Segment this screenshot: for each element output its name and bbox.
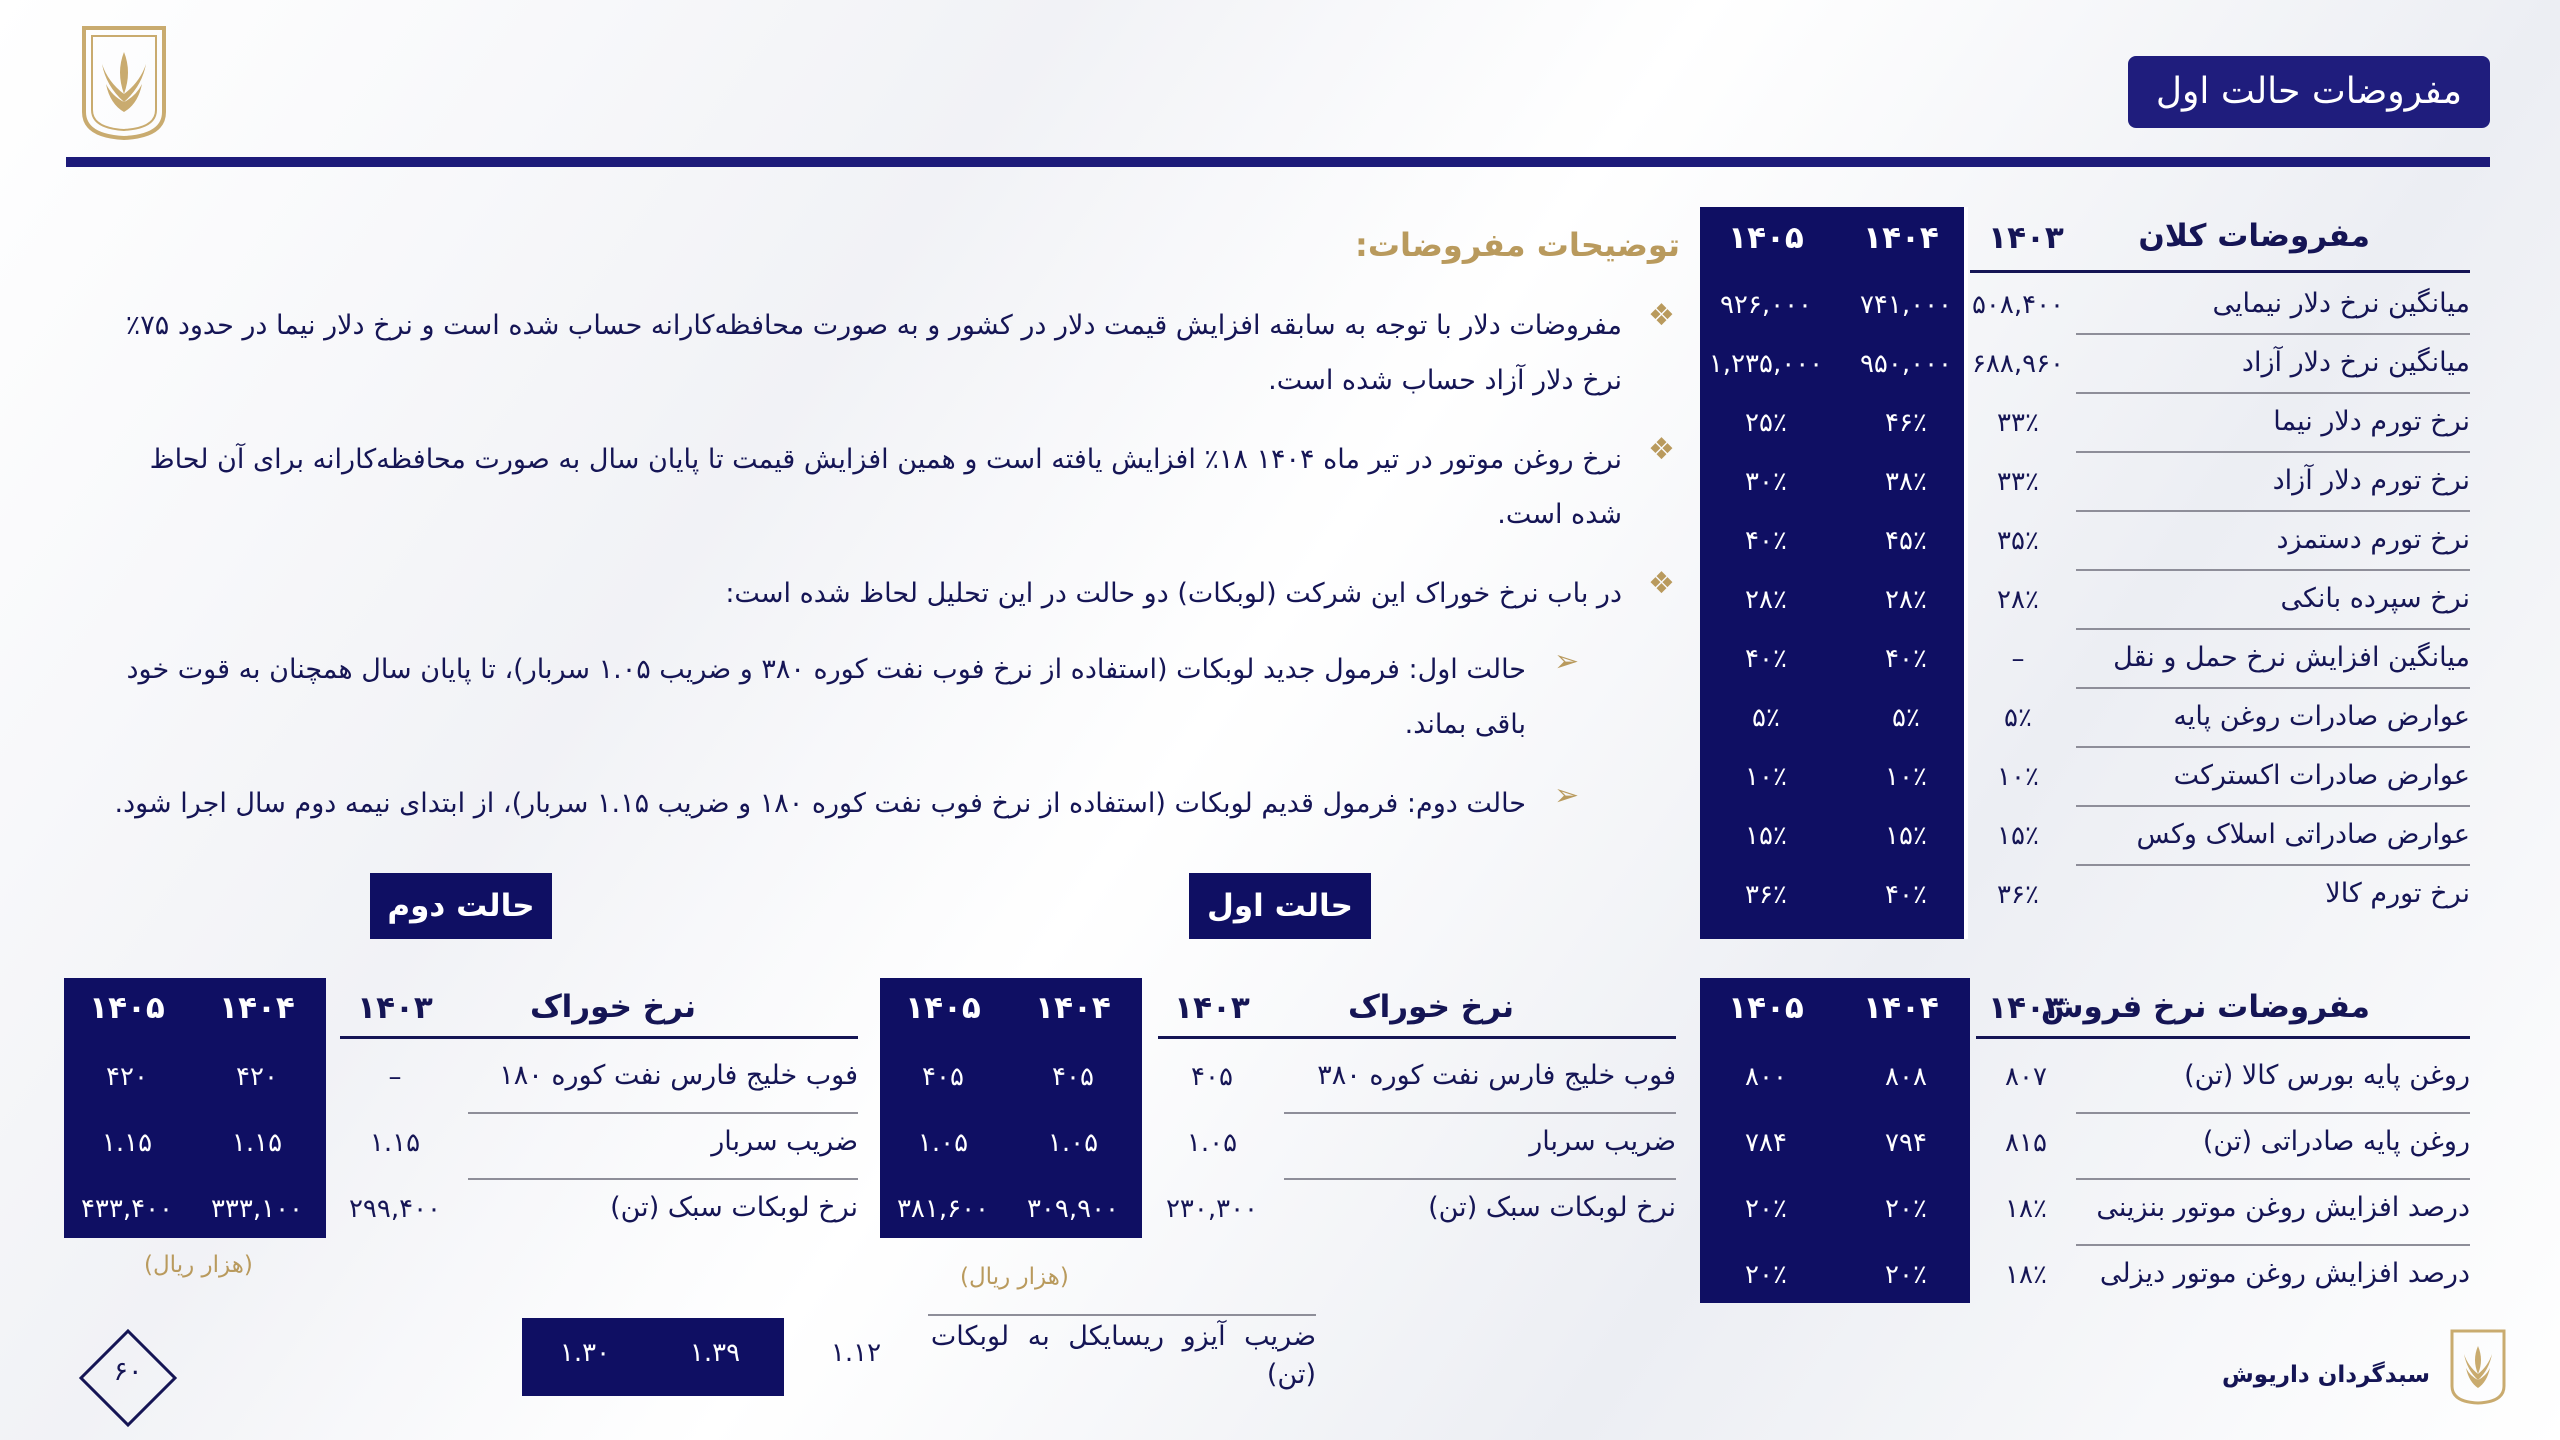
macro-cell-1404: ۹۵۰,۰۰۰ [1859,349,1953,379]
macro-header-rule [1970,270,2470,273]
sales-row-label: روغن پایه صادراتی (تن) [2202,1126,2470,1157]
case2-unit: (هزار ریال) [144,1252,253,1278]
macro-year-1405: ۱۴۰۵ [1728,220,1804,256]
macro-cell-1403: ۲۸٪ [1997,585,2039,615]
note-dollar: مفروضات دلار با توجه به سابقه افزایش قیمت دلار در کشور و به صورت محافظه‌کارانه حساب شده است و نرخ دلار نیما در حدود ۷۵٪ نرخ دلار آزاد حساب شده است. [125,310,1622,396]
macro-row-label: نرخ تورم کالا [2325,878,2470,909]
case1-row-label: فوب خلیج فارس نفت کوره ۳۸۰ [1317,1060,1676,1091]
sales-cell-1405: ۸۰۰ [1745,1062,1787,1092]
case1-row-divider [1284,1112,1676,1114]
iso-value-1405: ۱.۳۰ [559,1338,611,1368]
case2-cell-1405: ۴۲۰ [106,1062,148,1092]
sales-cell-1403: ۸۰۷ [2005,1062,2047,1092]
macro-year-1404: ۱۴۰۴ [1863,220,1939,256]
case1-cell-1405: ۳۸۱,۶۰۰ [896,1194,990,1224]
sales-row-label: درصد افزایش روغن موتور بنزینی [2096,1192,2470,1223]
macro-cell-1405: ۱,۲۳۵,۰۰۰ [1708,349,1824,379]
macro-row-divider [2076,687,2470,689]
case1-cell-1403: ۱.۰۵ [1186,1128,1238,1158]
case2-row-label: ضریب سربار [711,1126,858,1157]
diamond-bullet-icon: ❖ [1648,432,1675,467]
diamond-bullet-icon: ❖ [1648,566,1675,601]
iso-value-1404: ۱.۳۹ [689,1338,741,1368]
macro-cell-1404: ۵٪ [1892,703,1920,733]
macro-row-label: میانگین نرخ دلار آزاد [2241,347,2470,378]
macro-cell-1404: ۴۰٪ [1885,644,1927,674]
note-feed-rate: در باب نرخ خوراک این شرکت (لوبکات) دو حالت در این تحلیل لحاظ شده است: [725,578,1622,609]
case1-cell-1403: ۴۰۵ [1191,1062,1233,1092]
macro-row-divider [2076,510,2470,512]
macro-cell-1405: ۴۰٪ [1745,526,1787,556]
macro-year-1403: ۱۴۰۳ [1988,220,2064,256]
macro-cell-1405: ۹۲۶,۰۰۰ [1719,290,1813,320]
macro-row-label: عوارض صادراتی اسلاک وکس [2136,819,2470,850]
note-motor-oil: نرخ روغن موتور در تیر ماه ۱۴۰۴ ۱۸٪ افزایش یافته است و همین افزایش قیمت تا پایان سال به صورت محافظه‌کارانه برای آن لحاظ شده است. [149,444,1622,530]
macro-cell-1403: ۳۶٪ [1997,880,2039,910]
sales-cell-1404: ۲۰٪ [1885,1260,1927,1290]
macro-row-label: میانگین نرخ دلار نیمایی [2212,288,2470,319]
page-number: ۶۰ [113,1356,143,1387]
sales-row-divider [2076,1244,2470,1246]
case1-title: حالت اول [1189,873,1371,939]
brand-name: سبدگردان داریوش [2221,1362,2430,1388]
macro-row-label: نرخ تورم دلار نیما [2273,406,2470,437]
macro-cell-1405: ۳۶٪ [1745,880,1787,910]
macro-cell-1403: ۱۰٪ [1997,762,2039,792]
case1-cell-1404: ۱.۰۵ [1047,1128,1099,1158]
macro-row-divider [2076,805,2470,807]
iso-value-1403: ۱.۱۲ [830,1338,882,1368]
sales-cell-1403: ۱۸٪ [2005,1194,2047,1224]
case2-header-rule [340,1036,858,1039]
macro-row-divider [2076,451,2470,453]
macro-cell-1403: – [2011,644,2025,674]
case2-year-1404: ۱۴۰۴ [219,990,295,1026]
sales-cell-1405: ۲۰٪ [1745,1194,1787,1224]
case2-cell-1404: ۳۳۳,۱۰۰ [210,1194,304,1224]
diamond-bullet-icon: ❖ [1648,298,1675,333]
notes-title: توضیحات مفروضات: [1355,226,1680,264]
macro-cell-1405: ۳۰٪ [1745,467,1787,497]
case1-header-rule [1158,1036,1676,1039]
macro-row-label: عوارض صادرات اکسترکت [2173,760,2470,791]
sales-table-header: مفروضات نرخ فروش [2040,989,2370,1025]
case1-cell-1403: ۲۳۰,۳۰۰ [1165,1194,1259,1224]
macro-cell-1403: ۳۵٪ [1997,526,2039,556]
sales-cell-1403: ۸۱۵ [2005,1128,2047,1158]
sales-year-1404: ۱۴۰۴ [1863,990,1939,1026]
macro-row-divider [2076,392,2470,394]
sales-cell-1403: ۱۸٪ [2005,1260,2047,1290]
case1-cell-1405: ۱.۰۵ [917,1128,969,1158]
case2-row-divider [468,1112,858,1114]
macro-cell-1405: ۴۰٪ [1745,644,1787,674]
case1-row-label: ضریب سربار [1529,1126,1676,1157]
case2-cell-1405: ۱.۱۵ [101,1128,153,1158]
sales-row-divider [2076,1112,2470,1114]
macro-cell-1405: ۲۸٪ [1745,585,1787,615]
case1-cell-1405: ۴۰۵ [922,1062,964,1092]
company-logo [78,24,170,142]
macro-row-divider [2076,569,2470,571]
macro-cell-1403: ۵۰۸,۴۰۰ [1971,290,2065,320]
case2-row-divider [468,1178,858,1180]
sales-row-label: روغن پایه بورس کالا (تن) [2184,1060,2470,1091]
macro-cell-1405: ۵٪ [1752,703,1780,733]
case1-unit: (هزار ریال) [960,1264,1069,1290]
macro-row-label: نرخ سپرده بانکی [2280,583,2470,614]
note-case1: حالت اول: فرمول جدید لوبکات (استفاده از نرخ فوب نفت کوره ۳۸۰ و ضریب ۱.۰۵ سربار)، تا پایان سال همچنان به قوت خود باقی بماند. [126,654,1526,740]
macro-row-label: عوارض صادرات روغن پایه [2173,701,2470,732]
sales-row-divider [2076,1178,2470,1180]
header-divider [66,157,2490,167]
macro-cell-1405: ۱۰٪ [1745,762,1787,792]
sales-header-rule [1976,1036,2470,1039]
macro-cell-1404: ۴۰٪ [1885,880,1927,910]
macro-cell-1405: ۲۵٪ [1745,408,1787,438]
macro-cell-1404: ۱۰٪ [1885,762,1927,792]
sales-cell-1405: ۷۸۴ [1745,1128,1787,1158]
sales-cell-1404: ۸۰۸ [1885,1062,1927,1092]
page-title: مفروضات حالت اول [2128,56,2490,128]
macro-row-label: میانگین افزایش نرخ حمل و نقل [2113,642,2470,673]
case1-table-header: نرخ خوراک [1347,989,1514,1025]
macro-cell-1403: ۳۳٪ [1997,408,2039,438]
case1-row-divider [1284,1178,1676,1180]
case2-cell-1403: ۲۹۹,۴۰۰ [348,1194,442,1224]
case1-year-1403: ۱۴۰۳ [1174,990,1250,1026]
case1-row-label: نرخ لوبکات سبک (تن) [1428,1192,1676,1223]
sales-cell-1405: ۲۰٪ [1745,1260,1787,1290]
sales-year-1405: ۱۴۰۵ [1728,990,1804,1026]
macro-row-divider [2076,746,2470,748]
macro-table-header: مفروضات کلان [2138,218,2370,254]
macro-row-label: نرخ تورم دلار آزاد [2272,465,2470,496]
case2-row-label: نرخ لوبکات سبک (تن) [610,1192,858,1223]
case2-year-1405: ۱۴۰۵ [89,990,165,1026]
note-case2: حالت دوم: فرمول قدیم لوبکات (استفاده از نرخ فوب نفت کوره ۱۸۰ و ضریب ۱.۱۵ سربار)، از ابتدای نیمه دوم سال اجرا شود. [114,788,1526,819]
case1-cell-1404: ۴۰۵ [1052,1062,1094,1092]
macro-row-divider [2076,864,2470,866]
sales-year-1403: ۱۴۰۳ [1988,990,2064,1026]
arrow-bullet-icon: ➢ [1554,778,1580,813]
macro-cell-1403: ۱۵٪ [1997,821,2039,851]
macro-cell-1404: ۴۶٪ [1885,408,1927,438]
macro-cell-1403: ۶۸۸,۹۶۰ [1971,349,2065,379]
macro-cell-1404: ۳۸٪ [1885,467,1927,497]
sales-cell-1404: ۷۹۴ [1885,1128,1927,1158]
macro-cell-1403: ۵٪ [2004,703,2032,733]
case1-year-1405: ۱۴۰۵ [905,990,981,1026]
iso-label: ضریب آیزو ریسایکل به لوبکات (تن) [930,1321,1316,1390]
case2-cell-1403: – [388,1062,402,1092]
case2-year-1403: ۱۴۰۳ [357,990,433,1026]
case2-cell-1404: ۴۲۰ [236,1062,278,1092]
case2-title: حالت دوم [370,873,552,939]
macro-cell-1404: ۷۴۱,۰۰۰ [1859,290,1953,320]
macro-cell-1405: ۱۵٪ [1745,821,1787,851]
case2-table-header: نرخ خوراک [529,989,696,1025]
sales-row-label: درصد افزایش روغن موتور دیزلی [2099,1258,2470,1289]
iso-separator-rule [928,1314,1316,1316]
macro-cell-1404: ۱۵٪ [1885,821,1927,851]
macro-row-label: نرخ تورم دستمزد [2276,524,2470,555]
case2-cell-1404: ۱.۱۵ [231,1128,283,1158]
sales-cell-1404: ۲۰٪ [1885,1194,1927,1224]
case2-cell-1405: ۴۳۳,۴۰۰ [80,1194,174,1224]
macro-row-divider [2076,628,2470,630]
case2-row-label: فوب خلیج فارس نفت کوره ۱۸۰ [499,1060,858,1091]
case1-cell-1404: ۳۰۹,۹۰۰ [1026,1194,1120,1224]
macro-row-divider [2076,333,2470,335]
macro-cell-1403: ۳۳٪ [1997,467,2039,497]
case2-cell-1403: ۱.۱۵ [369,1128,421,1158]
arrow-bullet-icon: ➢ [1554,644,1580,679]
case1-year-1404: ۱۴۰۴ [1035,990,1111,1026]
macro-cell-1404: ۲۸٪ [1885,585,1927,615]
brand-logo-icon [2448,1328,2508,1406]
macro-cell-1404: ۴۵٪ [1885,526,1927,556]
